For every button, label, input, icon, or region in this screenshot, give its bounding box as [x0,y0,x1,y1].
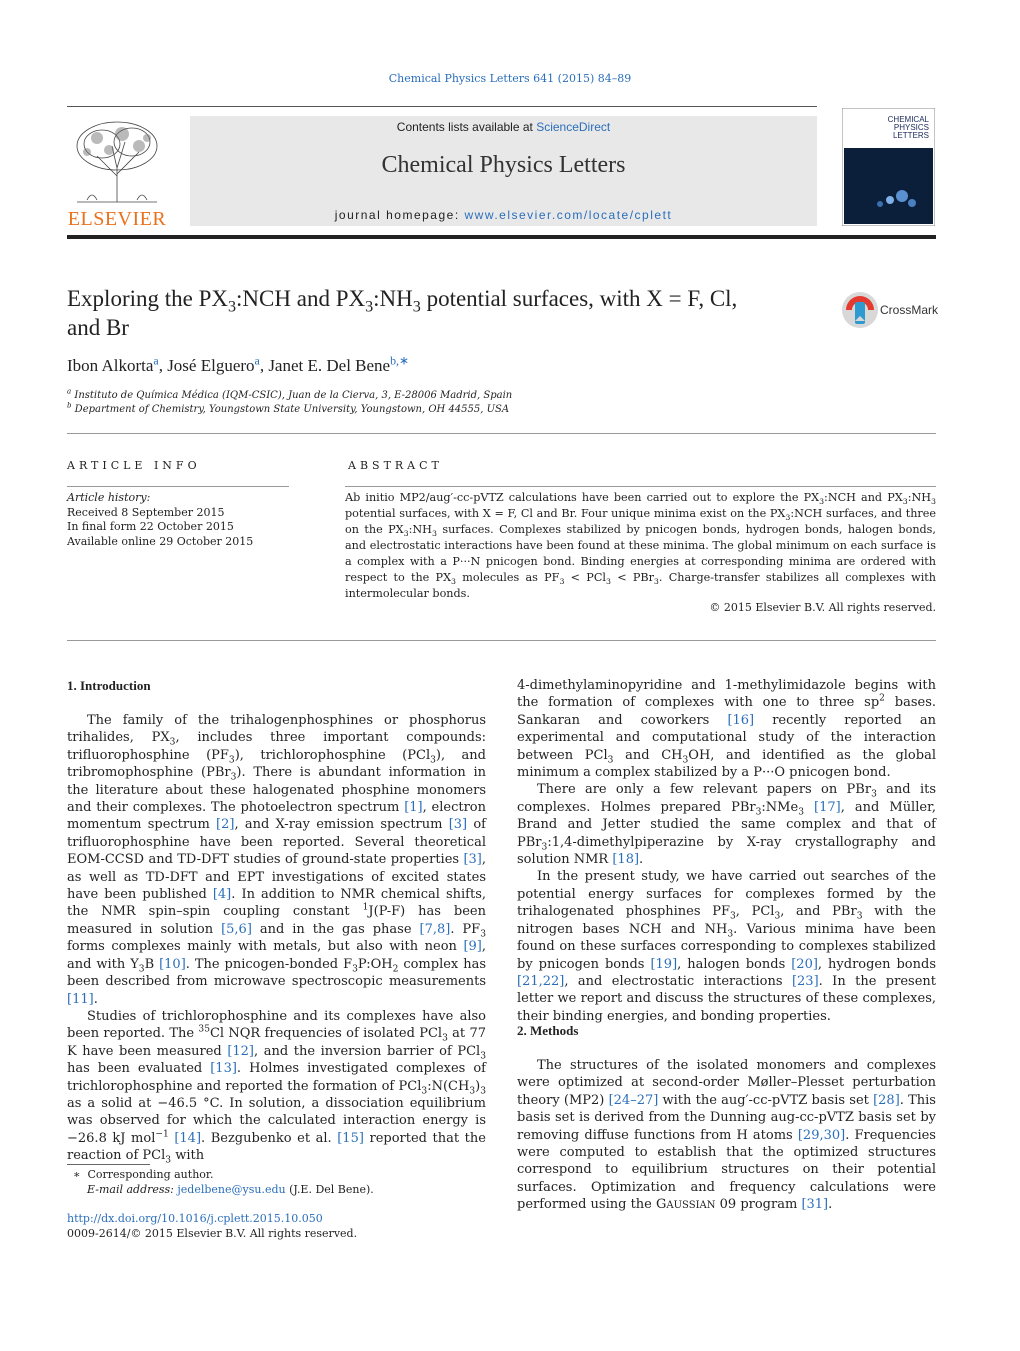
affiliation-text: Department of Chemistry, Youngstown State University, Youngstown, OH 44555, USA [74,404,510,415]
intro-paragraph: The family of the trihalogenphosphines or phosphorus trihalides, $PX_3$, includes three important compounds: trifluorophosphine $(PF_3)$, trichlorophosphine (PCl$_3$), and tribromophosphine (PBr$_3$). There is abundant information in the literature about these halogenated phosphine monomers and their complexes. The photoelectron spectrum [1], electron momentum spectrum [2], and X-ray emission spectrum [3] of trifluorophosphine have been reported. Several theoretical EOM-CCSD and TD-DFT studies of ground-state properties [3], as well as TD-DFT and EPT investigations of excited states have been published [4]. In addition to NMR chemical shifts, the NMR spin–spin coupling constant $^1$J(P-F) has been measured in solution [5,6] and in the gas phase [7,8]. $PF_3$ forms complexes mainly with metals, but also with neon [9], and with $Y_3B$ [10]. The pnicogen-bonded $F_3P:OH_2$ complex has been described from microwave spectroscopic measurements [11]. [67,713,486,1007]
affiliation-a [67,387,513,401]
title-subscript: 3 [365,298,374,316]
author-affil-sup[interactable]: a [254,353,260,368]
history-label: Article history: [67,491,151,504]
homepage-link[interactable]: www.elsevier.com/locate/cplett [464,208,673,222]
journal-reference[interactable]: Chemical Physics Letters 641 (2015) 84–89 [388,72,632,85]
intro-paragraph-cont: 4-dimethylaminopyridine and 1-methylimidazole begins with the formation of complexes with one to three $sp^2$ bases. Sankaran and coworkers [16] recently reported an experimental and computational study of the interaction between PCl$_3$ and $CH_3OH$, and identified as the global minimum a complex stabilized by a P···O pnicogen bond. [517,678,936,781]
email-note [67,1183,374,1198]
intro-paragraph: Studies of trichlorophosphine and its complexes have also been reported. The $^{35}$Cl NQR frequencies of isolated PCl$_3$ at 77 K have been measured [12], and the inversion barrier of PCl$_3$ has been evaluated [13]. Holmes investigated complexes of trichlorophosphine and reported the formation of $PCl_3:N(CH_3)_3$ as a solid at −46.5 °C. In solution, a dissociation equilibrium was observed for which the calculated interaction energy is −26.8 kJ mol$^{-1}$ [14]. Bezgubenko et al. [15] reported that the reaction of PCl$_3$ with [67,1008,487,1166]
journal-title: Chemical Physics Letters [381,152,626,178]
affiliation-sup: b [67,401,72,410]
corresponding-label: Corresponding author. [87,1168,214,1181]
methods-paragraph: The structures of the isolated monomers and complexes were optimized at second-order Møller–Plesset perturbation theory (MP2) [24–27] with the aug′-cc-pVTZ basis set [28]. This basis set is derived from the Dunning aug-cc-pVTZ basis set by removing diffuse functions from H atoms [29,30]. Frequencies were computed to establish that the optimized structures correspond to equilibrium structures on their potential surfaces. Optimization and frequency calculations were performed using the GAUSSIAN 09 program [31]. [517,1058,936,1213]
intro-left-column [67,712,486,1165]
elsevier-logo [67,116,167,230]
homepage-prefix: journal homepage: [334,208,465,222]
crossmark-icon [840,290,880,330]
affiliation-sup: a [67,387,72,396]
email-link[interactable]: jedelbene@ysu.edu [177,1182,286,1196]
author-list: Ibon Alkorta$^a$, José Elguero$^a$, Janet E. Del Bene$^{b,∗}$ [67,353,409,375]
intro-paragraph: In the present study, we have carried out searches of the potential energy surfaces for complexes formed by the trihalogenated phosphines $PF_3$, PCl$_3$, and PBr$_3$ with the nitrogen bases NCH and $NH_3$. Various minima have been found on these surfaces corresponding to complexes stabilized by pnicogen bonds [19], halogen bonds [20], hydrogen bonds [21,22], and electrostatic interactions [23]. In the present letter we report and discuss the structures of these complexes, their binding energies, and bonding properties. [517,869,937,1024]
author-name[interactable]: Ibon Alkorta [67,356,154,375]
header-rule [67,235,936,239]
article-history [67,491,253,549]
email-suffix: (J.E. Del Bene). [285,1182,374,1196]
title-subscript: 3 [412,298,421,316]
crossmark-label: CrossMark [880,303,939,317]
cover-title [888,116,929,140]
journal-header [190,116,817,226]
title-text: potential surfaces, with X = F, Cl, [420,286,738,311]
affil-rule [67,433,936,434]
contents-prefix: Contents lists available at [396,120,537,134]
history-final-form: In final form 22 October 2015 [67,520,234,533]
article-info-rule [67,486,289,487]
issn-copyright: 0009-2614/© 2015 Elsevier B.V. All rights reserved. [67,1226,358,1240]
author-name[interactable]: José Elguero [167,356,255,375]
doi-link[interactable]: http://dx.doi.org/10.1016/j.cplett.2015.10.050 [67,1212,323,1225]
abstract-bottom-rule [67,640,936,641]
abstract-rule [345,486,936,487]
homepage-line [190,208,817,222]
author-affil-sup[interactable]: a [153,353,159,368]
footnote-rule [67,1164,150,1165]
footnote [67,1168,374,1197]
cover-title-line: CHEMICAL [887,115,929,124]
methods-column [517,1057,936,1215]
article-info-heading: ARTICLE INFO [67,459,201,472]
author-name[interactable]: Janet E. Del Bene [268,356,391,375]
cover-title-line: PHYSICS [893,123,929,132]
abstract-heading: ABSTRACT [348,459,443,472]
affiliation-b [67,401,510,415]
top-rule [67,106,817,107]
methods-heading: 2. Methods [517,1023,579,1038]
article-title [67,284,827,342]
abstract-text: Ab initio MP2/aug′-cc-pVTZ calculations have been carried out to explore the $PX_3:NCH$ and $PX_3:NH_3$ potential surfaces, with X = F, Cl and Br. Four unique minima exist on the $PX_3:NCH$ surfaces, and three on the $PX_3:NH_3$ surfaces. Complexes stabilized by pnicogen bonds, hydrogen bonds, halogen bonds, and electrostatic interactions have been found at these minima. The global minimum on each surface is a complex with a P···N pnicogen bond. Binding energies at corresponding minima are ordered with respect to the $PX_3$ molecules as $PF_3 < PCl_3 < PBr_3$. Charge-transfer stabilizes all complexes with intermolecular bonds. [345,491,936,600]
contents-line [190,120,817,134]
journal-cover[interactable] [842,108,935,226]
publisher-name: ELSEVIER [67,208,167,230]
crossmark-badge[interactable] [840,290,939,330]
intro-paragraph: There are only a few relevant papers on PBr$_3$ and its complexes. Holmes prepared PBr$_3$:NMe$_3$ [17], and Müller, Brand and Jetter studied the same complex and that of PBr$_3$:1,4-dimethylpiperazine by X-ray crystallography and solution NMR [18]. [517,782,936,868]
intro-heading: 1. Introduction [67,678,151,693]
author-affil-sup[interactable]: b,∗ [390,353,409,368]
abstract-copyright: © 2015 Elsevier B.V. All rights reserved. [709,601,936,614]
title-text: :NH [373,286,413,311]
corresponding-note: ∗ Corresponding author. [73,1168,214,1181]
title-text: :NCH and PX [236,286,366,311]
title-text: and Br [67,315,129,340]
history-online: Available online 29 October 2015 [67,534,254,548]
email-label: E-mail address: [87,1182,178,1196]
title-subscript: 3 [228,298,237,316]
cover-title-line: LETTERS [892,131,929,140]
sciencedirect-link[interactable]: ScienceDirect [536,120,611,134]
affiliation-text: Instituto de Química Médica (IQM-CSIC), Juan de la Cierva, 3, E-28006 Madrid, Spain [74,390,513,401]
title-text: Exploring the PX [67,286,228,311]
doi-block [67,1212,357,1241]
history-received: Received 8 September 2015 [67,505,225,519]
intro-right-column [517,677,936,1025]
